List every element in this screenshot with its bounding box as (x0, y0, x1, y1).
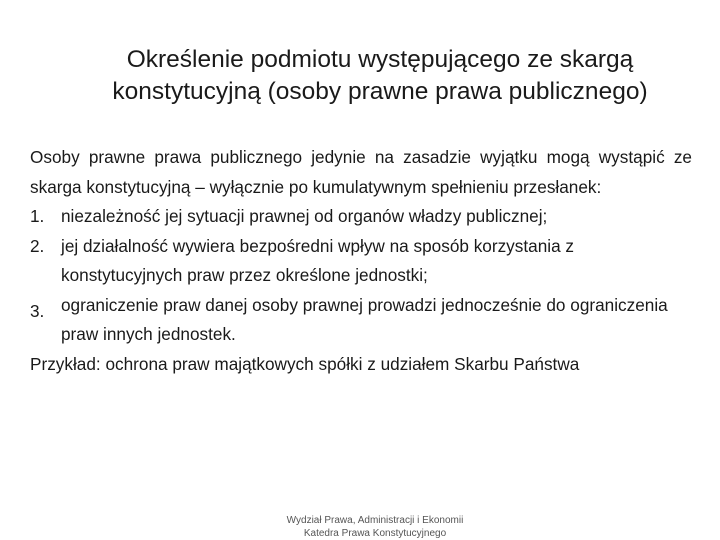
intro-paragraph: Osoby prawne prawa publicznego jedynie na zasadzie wyjątku mogą wystąpić ze skarga konstytucyjną – wyłącznie po kumulatywnym spełnieniu przesłanek: (30, 147, 692, 197)
slide-body (30, 143, 692, 379)
slide-title: Określenie podmiotu występującego ze skargą konstytucyjną (osoby prawne prawa publicznego) (112, 46, 648, 105)
list-item-text: niezależność jej sytuacji prawnej od organów władzy publicznej; (61, 206, 548, 226)
list-item (30, 232, 692, 291)
conditions-list (30, 202, 692, 350)
list-item (30, 291, 692, 350)
footer-faculty: Wydział Prawa, Administracji i Ekonomii (286, 515, 464, 526)
list-item-number: 1. (30, 206, 45, 226)
slide-footer (210, 514, 540, 540)
list-item-number: 3. (30, 300, 45, 321)
footer-department: Katedra Prawa Konstytucyjnego (303, 528, 447, 539)
list-item-text: jej działalność wywiera bezpośredni wpływ na sposób korzystania z konstytucyjnych praw przez określone jednostki; (61, 235, 575, 285)
list-item (30, 202, 692, 232)
example-paragraph: Przykład: ochrona praw majątkowych spółki z udziałem Skarbu Państwa (30, 353, 580, 374)
list-item-text: ograniczenie praw danej osoby prawnej prowadzi jednocześnie do ograniczenia praw innych jednostek. (61, 294, 668, 344)
list-item-number: 2. (30, 235, 45, 256)
